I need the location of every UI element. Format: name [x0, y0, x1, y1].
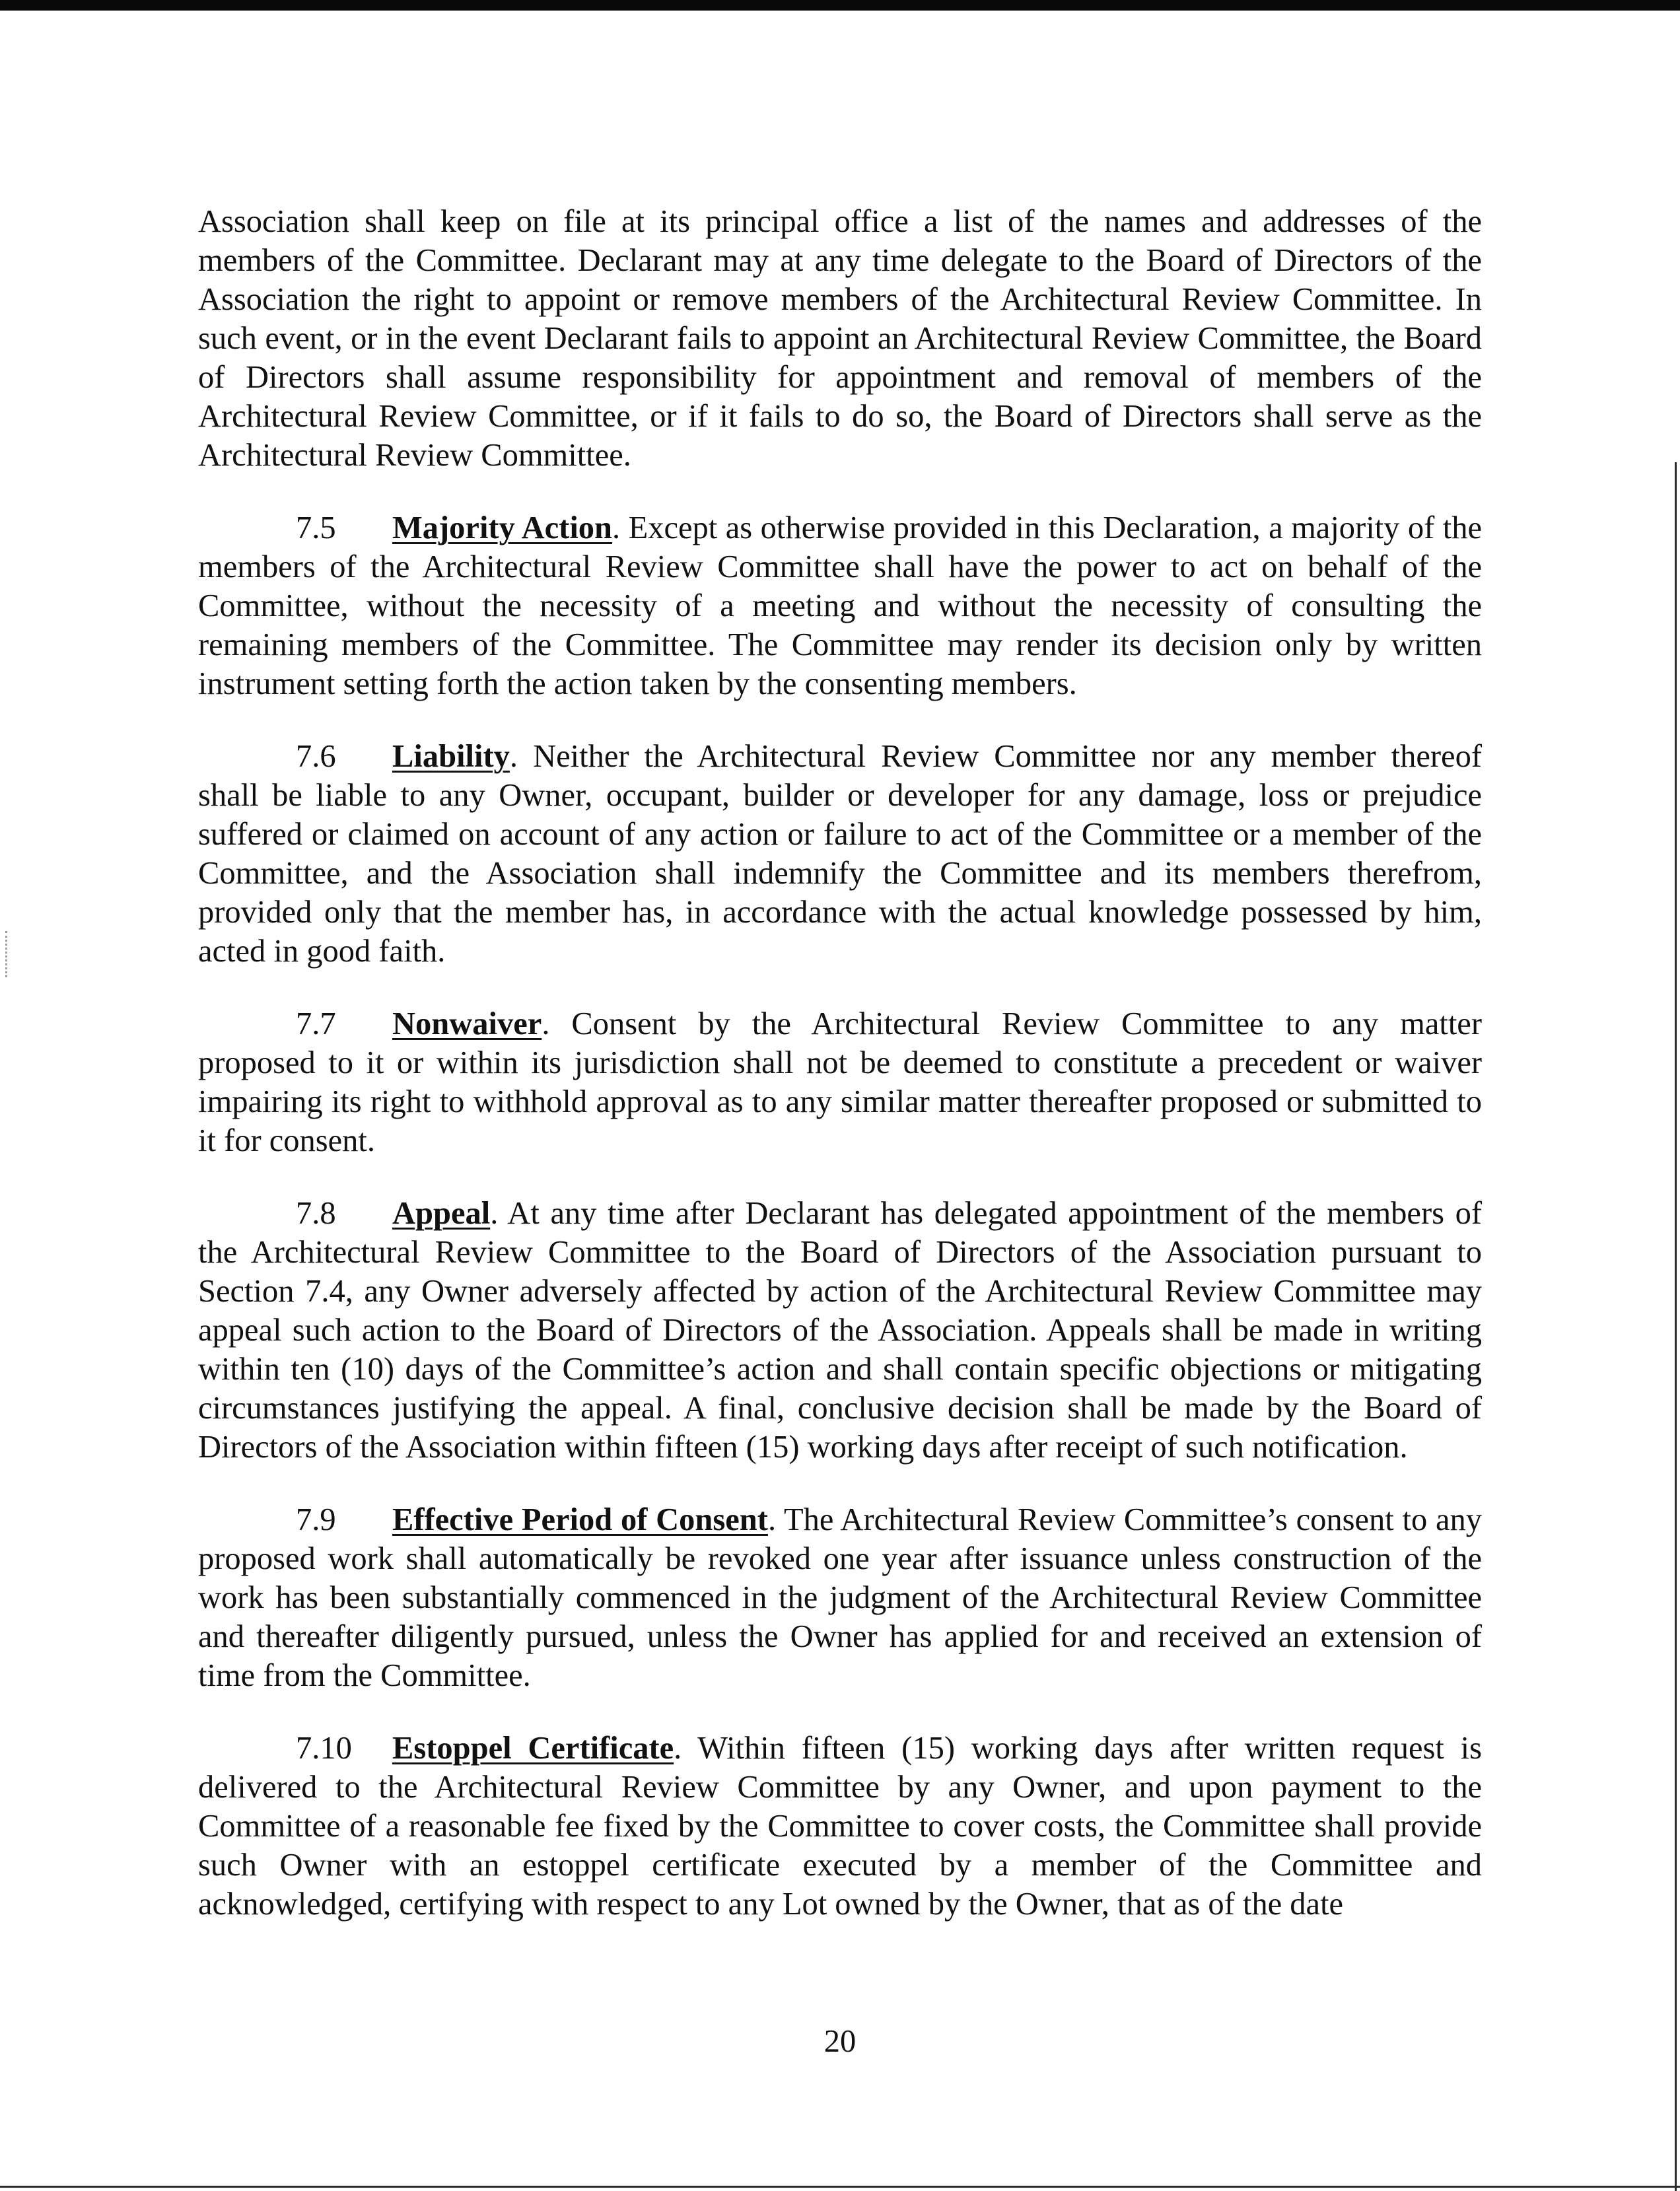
scan-right-edge [1675, 462, 1677, 2191]
section-7-7 [198, 1004, 1482, 1160]
section-text: . The Architectural Review Committee’s consent to any proposed work shall automatically be revoked one year after issuance unless construction of the work has been substantially commenced in the judgment of the Architectural Review Committee and thereafter diligently pursued, unless the Owner has applied for and received an extension of time from the Committee. [198, 1502, 1482, 1693]
scan-top-border [0, 0, 1680, 11]
section-number: 7.10 [296, 1731, 352, 1766]
section-heading: Estoppel Certificate [392, 1731, 674, 1766]
continuation-paragraph: Association shall keep on file at its principal office a list of the names and addresses of the members of the Committee. Declarant may at any time delegate to the Board of Directors of the Association the right to appoint or remove members of the Architectural Review Committee. In such event, or in the event Declarant fails to appoint an Architectural Review Committee, the Board of Directors shall assume responsibility for appointment and removal of members of the Architectural Review Committee, or if it fails to do so, the Board of Directors shall serve as the Architectural Review Committee. [198, 204, 1482, 473]
section-text: . At any time after Declarant has delegated appointment of the members of the Architectural Review Committee to the Board of Directors of the Association pursuant to Section 7.4, any Owner adversely affected by action of the Architectural Review Committee may appeal such action to the Board of Directors of the Association. Appeals shall be made in writing within ten (10) days of the Committee’s action and shall contain specific objections or mitigating circumstances justifying the appeal. A final, conclusive decision shall be made by the Board of Directors of the Association within fifteen (15) working days after receipt of such notification. [198, 1196, 1482, 1465]
section-7-8 [198, 1194, 1482, 1467]
section-heading: Effective Period of Consent [392, 1502, 768, 1537]
section-heading: Nonwaiver [392, 1006, 542, 1041]
section-text: . Within fifteen (15) working days after written request is delivered to the Architectural Review Committee by any Owner, and upon payment to the Committee of a reasonable fee fixed by the Committee to cover costs, the Committee shall provide such Owner with an estoppel certificate executed by a member of the Committee and acknowledged, certifying with respect to any Lot owned by the Owner, that as of the date [198, 1731, 1482, 1922]
section-heading: Appeal [392, 1196, 491, 1231]
section-number: 7.6 [296, 739, 336, 774]
section-text: . Neither the Architectural Review Committee nor any member thereof shall be liable to any Owner, occupant, builder or developer for any damage, loss or prejudice suffered or claimed on account of any action or failure to act of the Committee or a member of the Committee, and the Association shall indemnify the Committee and its members therefrom, provided only that the member has, in accordance with the actual knowledge possessed by him, acted in good faith. [198, 739, 1482, 969]
section-text: . Except as otherwise provided in this Declaration, a majority of the members of the Architectural Review Committee shall have the power to act on behalf of the Committee, without the necessity of a meeting and without the necessity of consulting the remaining members of the Committee. The Committee may render its decision only by written instrument setting forth the action taken by the consenting members. [198, 510, 1482, 701]
section-7-9 [198, 1500, 1482, 1695]
scan-margin-marks [5, 931, 9, 977]
section-7-10 [198, 1729, 1482, 1924]
section-7-5 [198, 508, 1482, 703]
page-number: 20 [823, 2024, 857, 2059]
section-7-6 [198, 737, 1482, 971]
section-number: 7.7 [296, 1006, 336, 1041]
scan-bottom-edge [0, 2186, 1680, 2188]
section-heading: Liability [392, 739, 510, 774]
document-body [198, 202, 1482, 1924]
section-number: 7.9 [296, 1502, 336, 1537]
section-heading: Majority Action [392, 510, 613, 545]
section-text: . Consent by the Architectural Review Committee to any matter proposed to it or within its jurisdiction shall not be deemed to constitute a precedent or waiver impairing its right to withhold approval as to any similar matter thereafter proposed or submitted to it for consent. [198, 1006, 1482, 1158]
section-number: 7.8 [296, 1196, 336, 1231]
section-number: 7.5 [296, 510, 336, 545]
